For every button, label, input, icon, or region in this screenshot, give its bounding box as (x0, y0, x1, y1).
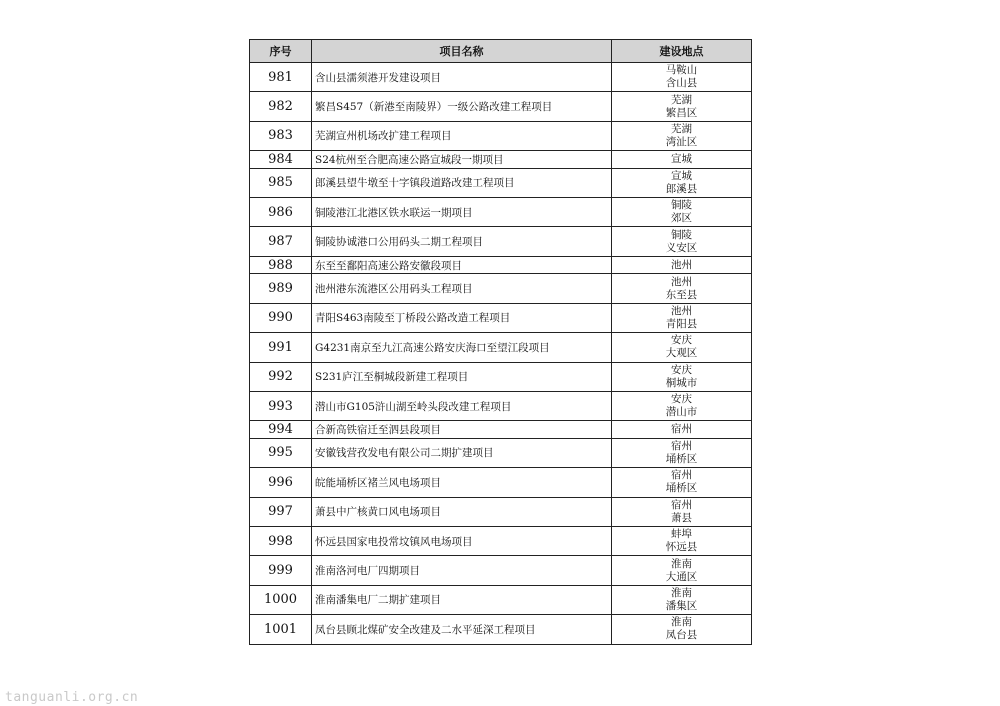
row-location (612, 391, 752, 420)
row-serial-number: 991 (250, 333, 312, 362)
table-row (250, 615, 752, 644)
row-location (612, 585, 752, 614)
location-district: 郎溪县 (665, 182, 698, 195)
row-project-name: 郎溪县望牛墩至十字镇段道路改建工程项目 (312, 168, 612, 197)
row-serial-number: 1000 (250, 585, 312, 614)
row-location (612, 615, 752, 644)
row-location (612, 227, 752, 256)
row-location (612, 497, 752, 526)
row-project-name: S24杭州至合肥高速公路宣城段一期项目 (312, 151, 612, 169)
row-project-name: 怀远县国家电投常坟镇风电场项目 (312, 526, 612, 555)
location-city: 安庆 (671, 393, 692, 406)
location-district: 凤台县 (665, 629, 698, 642)
location-city: 宿州 (671, 498, 692, 511)
location-district: 青阳县 (665, 317, 698, 330)
row-project-name: 安徽钱营孜发电有限公司二期扩建项目 (312, 438, 612, 467)
row-project-name: 合新高铁宿迁至泗县段项目 (312, 421, 612, 439)
row-serial-number: 998 (250, 526, 312, 555)
row-location (612, 198, 752, 227)
table-header-row (250, 40, 752, 63)
table-body (250, 63, 752, 645)
location-city: 铜陵 (671, 199, 692, 212)
location-city: 池州 (671, 304, 692, 317)
row-location (612, 168, 752, 197)
row-project-name: 青阳S463南陵至丁桥段公路改造工程项目 (312, 303, 612, 332)
table-row (250, 227, 752, 256)
row-project-name: 潜山市G105浒山湖至岭头段改建工程项目 (312, 391, 612, 420)
location-city: 马鞍山 (665, 64, 698, 77)
row-location (612, 438, 752, 467)
row-project-name: S231庐江至桐城段新建工程项目 (312, 362, 612, 391)
watermark-text: tanguanli.org.cn (5, 690, 139, 705)
table-row (250, 526, 752, 555)
row-location (612, 63, 752, 92)
row-serial-number: 990 (250, 303, 312, 332)
row-project-name: 萧县中广核黄口风电场项目 (312, 497, 612, 526)
row-serial-number: 983 (250, 121, 312, 150)
row-serial-number: 988 (250, 256, 312, 274)
location-district: 湾沚区 (665, 135, 698, 148)
table-row (250, 151, 752, 169)
row-location (612, 92, 752, 121)
location-city: 淮南 (671, 557, 692, 570)
header-project-name: 项目名称 (312, 40, 612, 63)
row-serial-number: 987 (250, 227, 312, 256)
location-district: 潜山市 (665, 406, 698, 419)
table-row (250, 421, 752, 439)
table-row (250, 497, 752, 526)
row-project-name: 东至至鄱阳高速公路安徽段项目 (312, 256, 612, 274)
row-project-name: 皖能埇桥区褚兰风电场项目 (312, 468, 612, 497)
row-serial-number: 997 (250, 497, 312, 526)
location-district: 大观区 (665, 347, 698, 360)
row-location (612, 333, 752, 362)
row-project-name: 铜陵港江北港区铁水联运一期项目 (312, 198, 612, 227)
location-city: 池州 (671, 258, 692, 271)
row-project-name: 含山县濡须港开发建设项目 (312, 63, 612, 92)
row-location (612, 362, 752, 391)
row-project-name: G4231南京至九江高速公路安庆海口至望江段项目 (312, 333, 612, 362)
row-project-name: 淮南潘集电厂二期扩建项目 (312, 585, 612, 614)
row-location (612, 121, 752, 150)
location-city: 宣城 (671, 169, 692, 182)
location-district: 郊区 (671, 212, 692, 225)
location-district: 潘集区 (665, 599, 698, 612)
row-location (612, 256, 752, 274)
row-serial-number: 984 (250, 151, 312, 169)
location-district: 东至县 (665, 288, 698, 301)
table-row (250, 168, 752, 197)
location-city: 宿州 (671, 439, 692, 452)
row-project-name: 凤台县顾北煤矿安全改建及二水平延深工程项目 (312, 615, 612, 644)
location-city: 蚌埠 (671, 528, 692, 541)
location-city: 池州 (671, 275, 692, 288)
location-city: 宿州 (671, 423, 692, 436)
project-table (249, 39, 752, 645)
row-serial-number: 996 (250, 468, 312, 497)
table-row (250, 333, 752, 362)
row-serial-number: 999 (250, 556, 312, 585)
header-location: 建设地点 (612, 40, 752, 63)
location-city: 芜湖 (671, 122, 692, 135)
row-location (612, 151, 752, 169)
table-row (250, 585, 752, 614)
location-city: 安庆 (671, 363, 692, 376)
location-district: 萧县 (671, 511, 692, 524)
table-row (250, 121, 752, 150)
location-district: 怀远县 (665, 541, 698, 554)
row-project-name: 芜湖宣州机场改扩建工程项目 (312, 121, 612, 150)
row-location (612, 556, 752, 585)
location-district: 埇桥区 (665, 482, 698, 495)
row-serial-number: 993 (250, 391, 312, 420)
table-row (250, 256, 752, 274)
table-row (250, 92, 752, 121)
row-project-name: 铜陵协诚港口公用码头二期工程项目 (312, 227, 612, 256)
row-serial-number: 1001 (250, 615, 312, 644)
row-location (612, 274, 752, 303)
location-district: 埇桥区 (665, 452, 698, 465)
row-location (612, 526, 752, 555)
table-row (250, 63, 752, 92)
location-city: 宿州 (671, 469, 692, 482)
table-row (250, 303, 752, 332)
location-district: 义安区 (665, 241, 698, 254)
location-district: 繁昌区 (665, 106, 698, 119)
row-serial-number: 994 (250, 421, 312, 439)
row-serial-number: 992 (250, 362, 312, 391)
table-row (250, 556, 752, 585)
row-serial-number: 989 (250, 274, 312, 303)
table-row (250, 468, 752, 497)
row-serial-number: 995 (250, 438, 312, 467)
location-city: 铜陵 (671, 228, 692, 241)
location-district: 大通区 (665, 570, 698, 583)
table-row (250, 198, 752, 227)
row-serial-number: 986 (250, 198, 312, 227)
table-row (250, 274, 752, 303)
location-city: 宣城 (671, 152, 692, 165)
location-city: 淮南 (671, 616, 692, 629)
row-location (612, 468, 752, 497)
location-district: 桐城市 (665, 376, 698, 389)
location-city: 安庆 (671, 334, 692, 347)
table-row (250, 391, 752, 420)
location-district: 含山县 (665, 77, 698, 90)
row-location (612, 421, 752, 439)
row-project-name: 淮南洛河电厂四期项目 (312, 556, 612, 585)
row-location (612, 303, 752, 332)
header-serial-number: 序号 (250, 40, 312, 63)
row-project-name: 池州港东流港区公用码头工程项目 (312, 274, 612, 303)
location-city: 芜湖 (671, 93, 692, 106)
table-row (250, 438, 752, 467)
row-serial-number: 982 (250, 92, 312, 121)
row-serial-number: 985 (250, 168, 312, 197)
row-project-name: 繁昌S457（新港至南陵界）一级公路改建工程项目 (312, 92, 612, 121)
table-row (250, 362, 752, 391)
row-serial-number: 981 (250, 63, 312, 92)
location-city: 淮南 (671, 586, 692, 599)
